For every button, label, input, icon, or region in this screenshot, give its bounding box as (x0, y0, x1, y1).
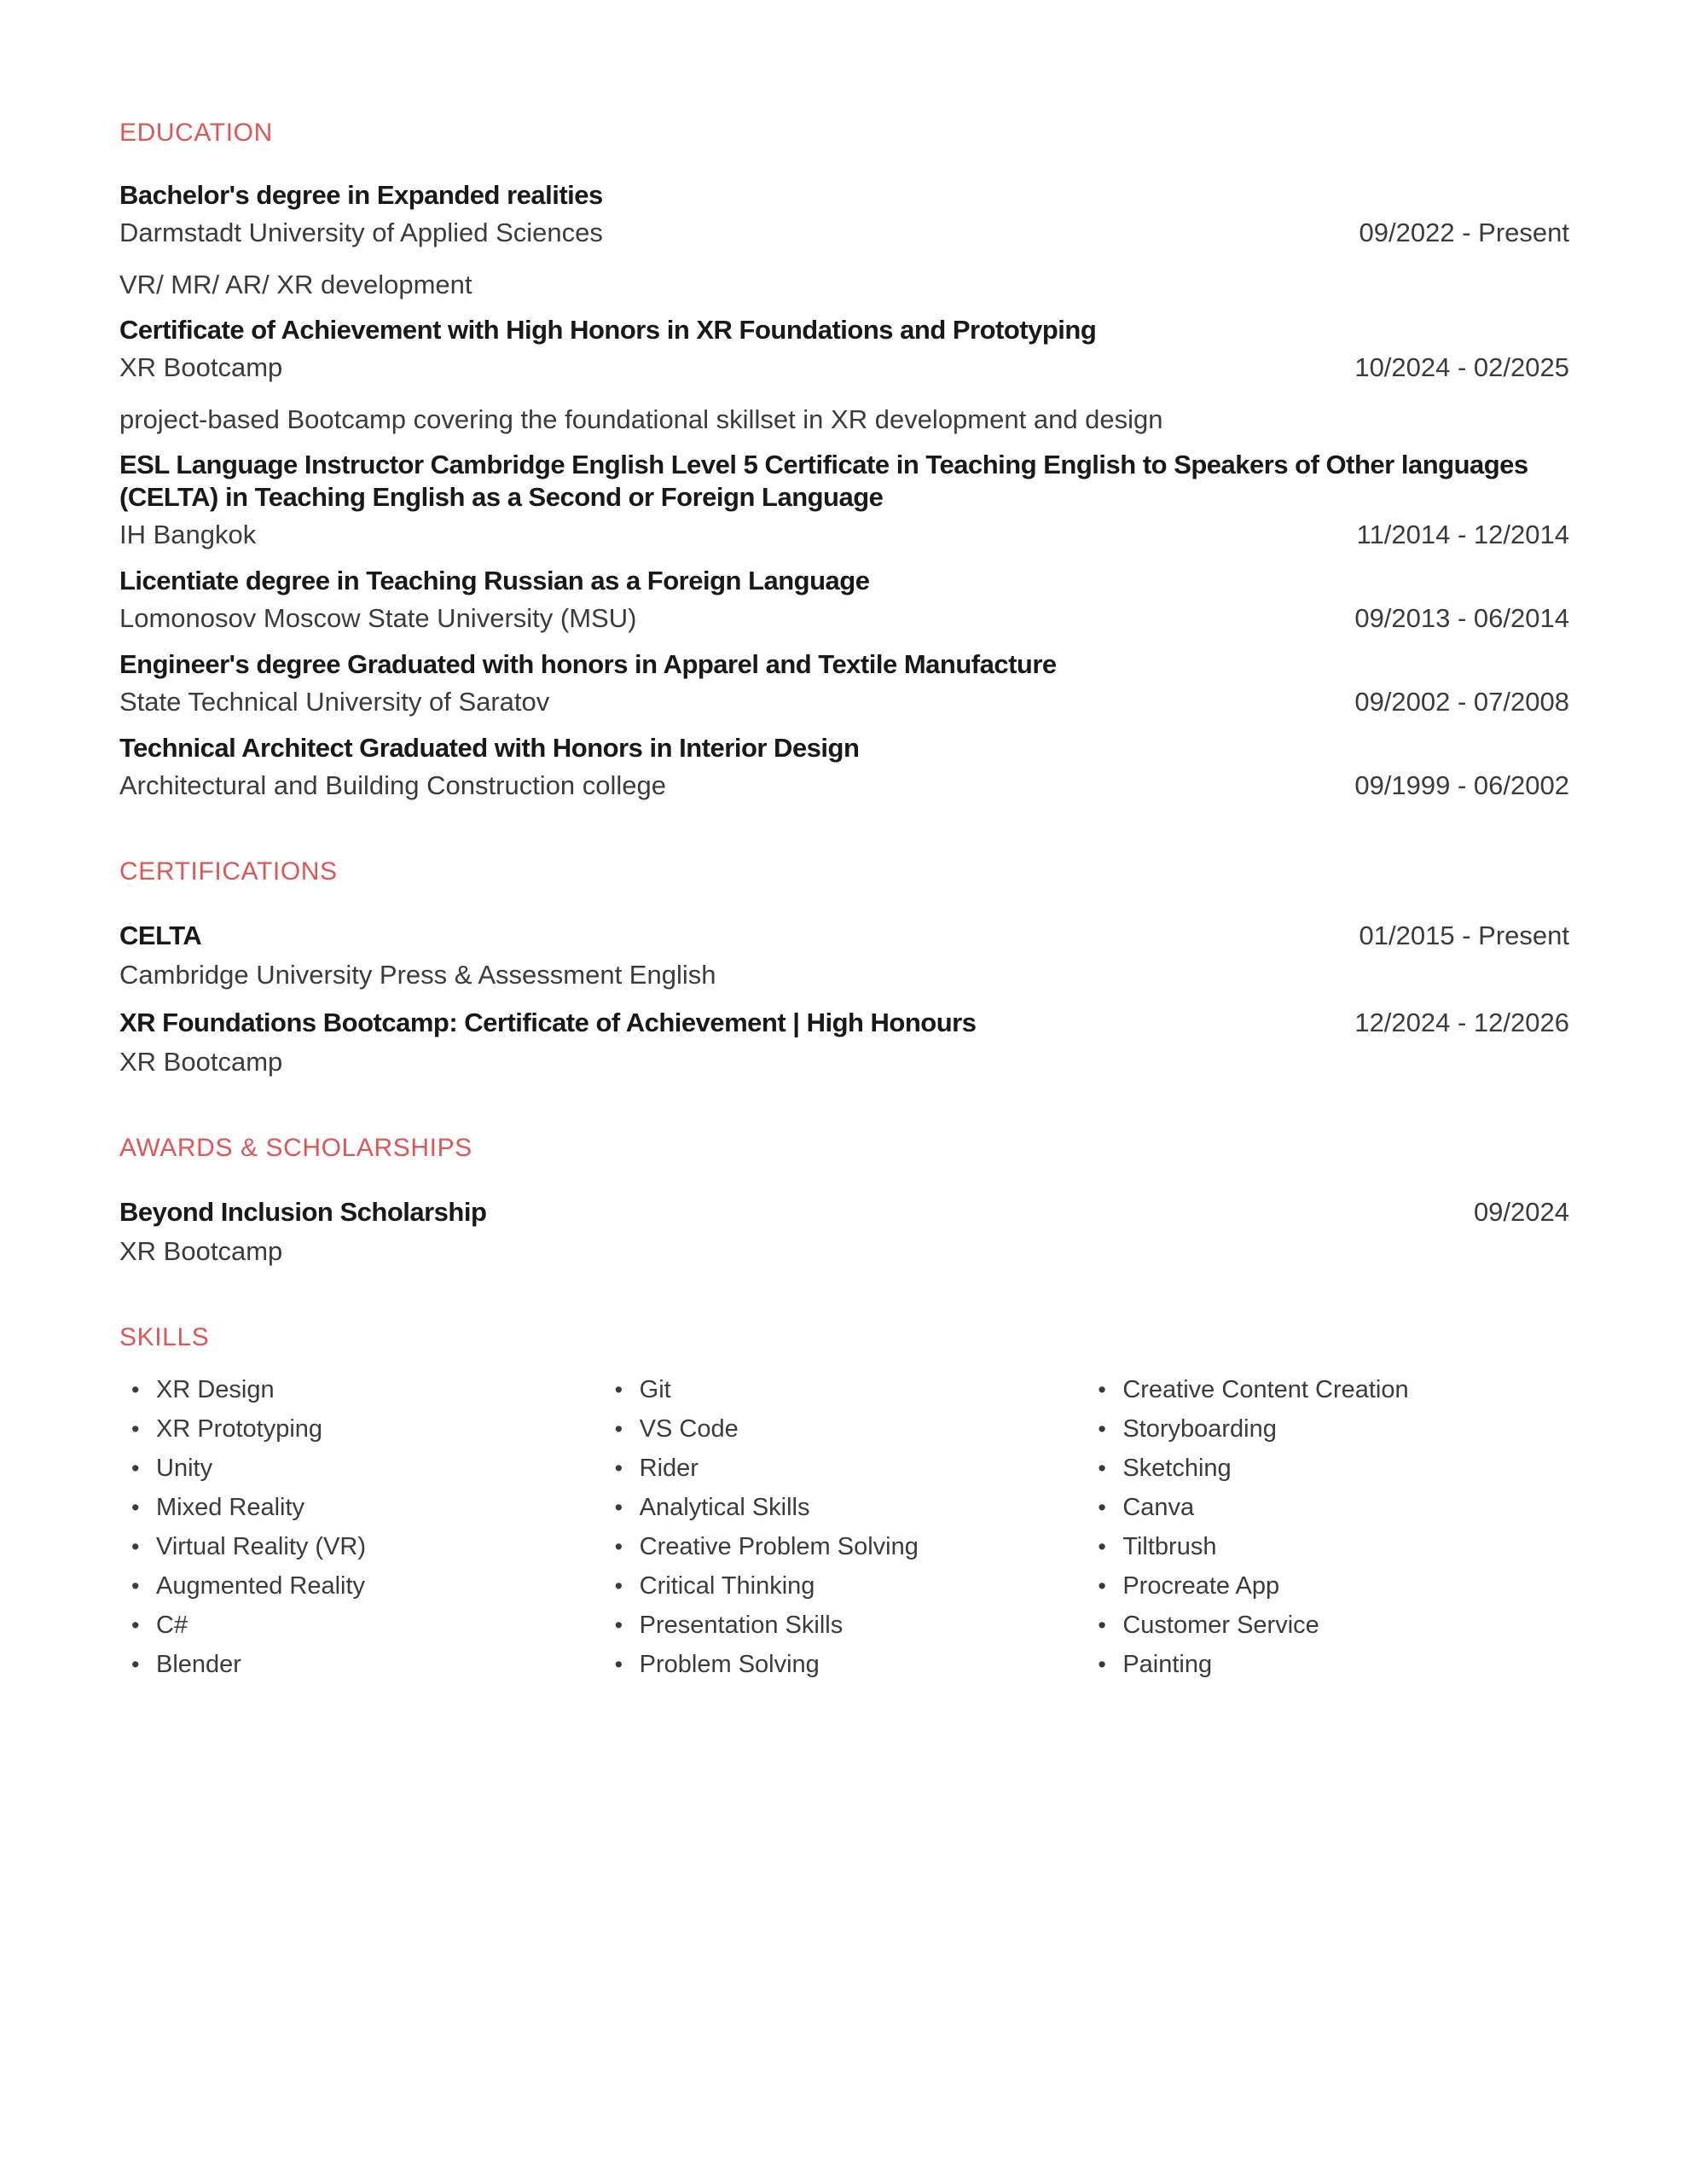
bullet-icon: • (614, 1612, 623, 1638)
bullet-icon: • (131, 1534, 140, 1560)
skill-item (1086, 1606, 1569, 1645)
skill-item (1086, 1370, 1569, 1409)
skill-label: XR Prototyping (156, 1415, 323, 1443)
entry-sub-row (119, 517, 1569, 553)
skill-label: Rider (639, 1455, 699, 1482)
bullet-icon: • (614, 1377, 623, 1403)
entry-dates: 01/2015 - Present (1359, 921, 1569, 950)
education-entry (119, 449, 1569, 553)
bullet-icon: • (131, 1416, 140, 1442)
entry-dates: 09/1999 - 06/2002 (1354, 770, 1569, 800)
entry-title: Technical Architect Graduated with Honors in Interior Design (119, 733, 860, 763)
entry-title: XR Foundations Bootcamp: Certificate of Achievement | High Honours (119, 1008, 977, 1037)
entry-dates: 09/2022 - Present (1359, 218, 1569, 247)
skill-label: Canva (1122, 1494, 1195, 1521)
entry-title-row (119, 1005, 1569, 1041)
bullet-icon: • (614, 1652, 623, 1677)
skill-item (603, 1566, 1087, 1606)
bullet-icon: • (614, 1573, 623, 1599)
entry-institution: XR Bootcamp (119, 352, 283, 382)
bullet-icon: • (614, 1416, 623, 1442)
entry-title: Engineer's degree Graduated with honors in Apparel and Textile Manufacture (119, 649, 1057, 679)
awards-heading: AWARDS & SCHOLARSHIPS (119, 1134, 472, 1162)
skill-item (603, 1606, 1087, 1645)
entry-institution: XR Bootcamp (119, 1236, 283, 1266)
skill-item (603, 1449, 1087, 1488)
skill-label: Blender (156, 1651, 241, 1678)
entry-sub-row (119, 1044, 1569, 1080)
entry-dates: 09/2002 - 07/2008 (1354, 687, 1569, 717)
bullet-icon: • (131, 1612, 140, 1638)
skill-label: Sketching (1122, 1455, 1232, 1482)
skill-label: Creative Problem Solving (639, 1533, 919, 1560)
skill-item (1086, 1488, 1569, 1527)
award-entry (119, 1194, 1569, 1269)
bullet-icon: • (614, 1534, 623, 1560)
skill-label: Git (639, 1376, 671, 1403)
entry-title: Licentiate degree in Teaching Russian as a Foreign Language (119, 566, 870, 595)
education-heading: EDUCATION (119, 119, 273, 147)
entry-title-row (119, 918, 1569, 954)
entry-institution: Cambridge University Press & Assessment English (119, 960, 716, 990)
entry-title: Bachelor's degree in Expanded realities (119, 180, 603, 210)
entry-dates: 10/2024 - 02/2025 (1354, 352, 1569, 382)
section-awards (119, 1133, 1569, 1269)
entry-dates: 11/2014 - 12/2014 (1356, 520, 1569, 549)
certification-entry (119, 918, 1569, 993)
bullet-icon: • (1098, 1455, 1106, 1481)
entry-description: project-based Bootcamp covering the foundational skillset in XR development and design (119, 404, 1163, 434)
skill-item (1086, 1645, 1569, 1684)
skill-item (603, 1370, 1087, 1409)
skill-item (119, 1527, 603, 1566)
entry-dates: 12/2024 - 12/2026 (1354, 1008, 1569, 1037)
skill-label: Unity (156, 1455, 213, 1482)
skills-column-3 (1086, 1370, 1569, 1684)
skill-item (119, 1449, 603, 1488)
skill-item (603, 1488, 1087, 1527)
entry-institution: IH Bangkok (119, 520, 257, 549)
section-skills (119, 1322, 1569, 1684)
entry-institution: State Technical University of Saratov (119, 687, 550, 717)
entry-sub-row (119, 215, 1569, 251)
bullet-icon: • (131, 1495, 140, 1520)
entry-title: Beyond Inclusion Scholarship (119, 1197, 487, 1227)
skill-label: Storyboarding (1122, 1415, 1277, 1443)
skills-grid (119, 1370, 1569, 1684)
skill-item (119, 1488, 603, 1527)
entry-sub-row (119, 601, 1569, 636)
skill-label: Presentation Skills (639, 1612, 844, 1639)
bullet-icon: • (1098, 1495, 1106, 1520)
section-education (119, 118, 1569, 804)
entry-dates: 09/2024 (1473, 1197, 1569, 1227)
skill-item (1086, 1449, 1569, 1488)
entry-description: VR/ MR/ AR/ XR development (119, 270, 472, 299)
skill-item (119, 1566, 603, 1606)
entry-dates: 09/2013 - 06/2014 (1354, 603, 1569, 633)
skill-label: VS Code (639, 1415, 739, 1443)
skill-item (119, 1409, 603, 1449)
skill-item (603, 1409, 1087, 1449)
entry-sub-row (119, 768, 1569, 804)
bullet-icon: • (131, 1377, 140, 1403)
bullet-icon: • (614, 1455, 623, 1481)
entry-institution: XR Bootcamp (119, 1047, 283, 1077)
skill-label: Analytical Skills (639, 1494, 810, 1521)
skill-label: Mixed Reality (156, 1494, 305, 1521)
skill-label: Painting (1122, 1651, 1213, 1678)
skill-label: Virtual Reality (VR) (156, 1533, 367, 1560)
bullet-icon: • (614, 1495, 623, 1520)
entry-institution: Lomonosov Moscow State University (MSU) (119, 603, 637, 633)
skill-item (119, 1645, 603, 1684)
entry-institution: Darmstadt University of Applied Sciences (119, 218, 603, 247)
bullet-icon: • (131, 1573, 140, 1599)
entry-title: Certificate of Achievement with High Honors in XR Foundations and Prototyping (119, 315, 1097, 345)
skill-label: Critical Thinking (639, 1572, 815, 1600)
bullet-icon: • (1098, 1652, 1106, 1677)
bullet-icon: • (131, 1652, 140, 1677)
skill-item (1086, 1566, 1569, 1606)
skill-label: XR Design (156, 1376, 275, 1403)
entry-title-row (119, 1194, 1569, 1230)
skill-item (1086, 1527, 1569, 1566)
education-entry (119, 648, 1569, 720)
skill-label: Procreate App (1122, 1572, 1280, 1600)
bullet-icon: • (1098, 1612, 1106, 1638)
skill-label: Augmented Reality (156, 1572, 366, 1600)
bullet-icon: • (1098, 1534, 1106, 1560)
skill-item (1086, 1409, 1569, 1449)
bullet-icon: • (1098, 1416, 1106, 1442)
education-entry (119, 314, 1569, 437)
bullet-icon: • (131, 1455, 140, 1481)
skill-label: Problem Solving (639, 1651, 820, 1678)
education-entry (119, 732, 1569, 804)
skill-item (119, 1606, 603, 1645)
entry-institution: Architectural and Building Construction college (119, 770, 667, 800)
skills-column-1 (119, 1370, 603, 1684)
entry-title: ESL Language Instructor Cambridge English Level 5 Certificate in Teaching English to Speakers of Other languages (CELTA) in Teaching English as a Second or Foreign Language (119, 450, 1528, 512)
skills-heading: SKILLS (119, 1323, 210, 1351)
bullet-icon: • (1098, 1573, 1106, 1599)
skill-item (603, 1527, 1087, 1566)
entry-sub-row (119, 957, 1569, 993)
skill-label: C# (156, 1612, 188, 1639)
certification-entry (119, 1005, 1569, 1080)
entry-title: CELTA (119, 921, 202, 950)
section-certifications (119, 857, 1569, 1080)
education-entry (119, 179, 1569, 302)
education-entry (119, 565, 1569, 636)
skill-label: Creative Content Creation (1122, 1376, 1409, 1403)
skills-column-2 (603, 1370, 1087, 1684)
entry-sub-row (119, 1234, 1569, 1269)
entry-sub-row (119, 350, 1569, 386)
skill-label: Tiltbrush (1122, 1533, 1217, 1560)
skill-item (603, 1645, 1087, 1684)
skill-label: Customer Service (1122, 1612, 1319, 1639)
bullet-icon: • (1098, 1377, 1106, 1403)
certifications-heading: CERTIFICATIONS (119, 857, 338, 886)
entry-sub-row (119, 684, 1569, 720)
skill-item (119, 1370, 603, 1409)
